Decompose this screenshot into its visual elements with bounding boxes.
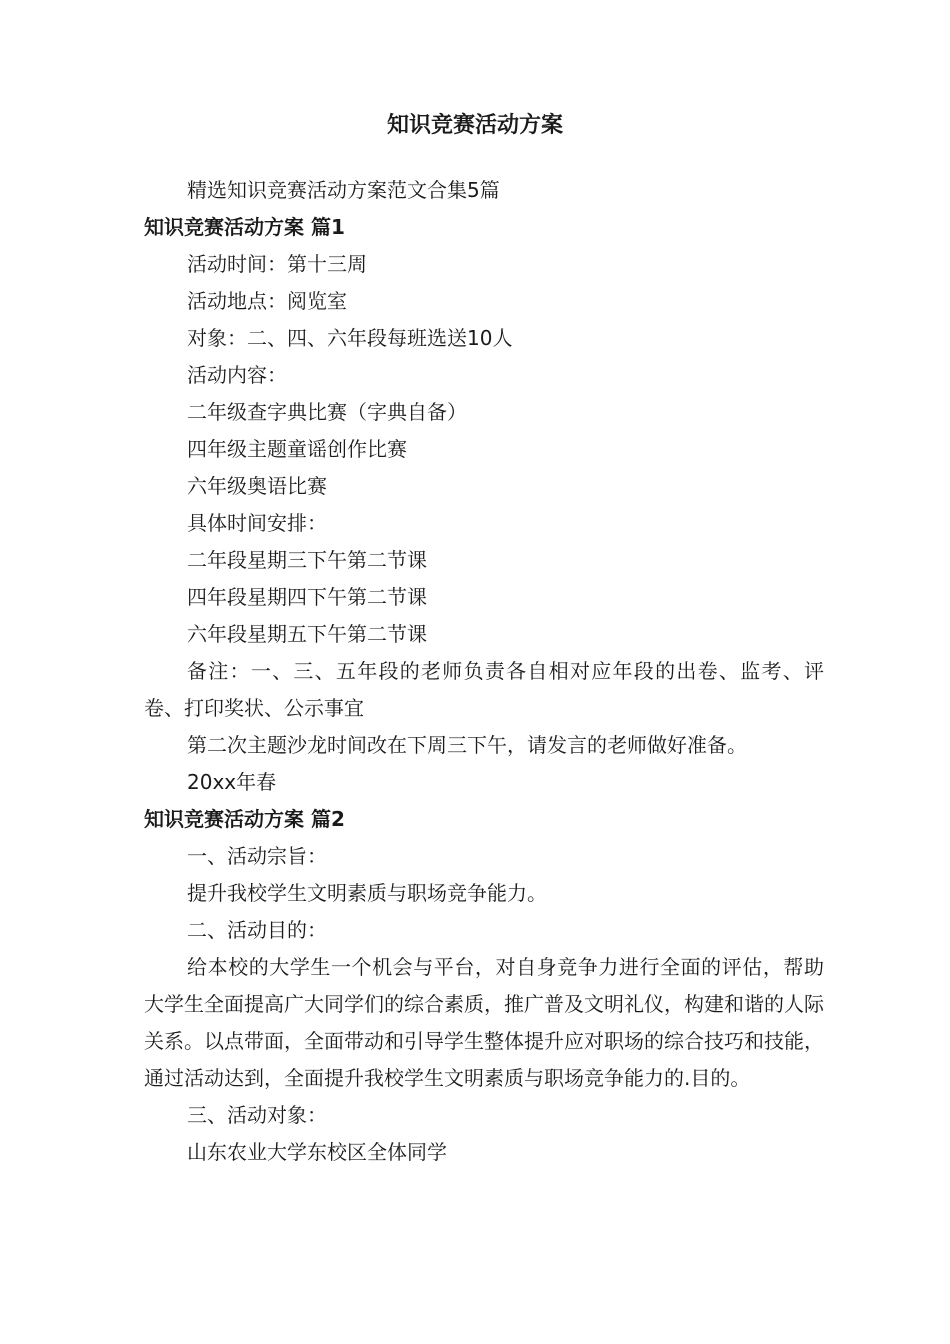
section-1-heading: 知识竞赛活动方案 篇1	[144, 215, 345, 239]
section-2-heading: 知识竞赛活动方案 篇2	[144, 807, 345, 831]
goal-paragraph: 给本校的大学生一个机会与平台，对自身竞争力进行全面的评估，帮助大学生全面提高广大同学们的综合素质，推广普及文明礼仪，构建和谐的人际关系。以点带面，全面带动和引导学生整体提升应对职场的综合技巧和技能，通过活动达到，全面提升我校学生文明素质与职场竞争能力的.目的。	[144, 955, 824, 1090]
schedule-item-1: 二年段星期三下午第二节课	[187, 548, 427, 572]
content-item-3: 六年级奥语比赛	[187, 474, 327, 498]
date-line: 20xx年春	[187, 770, 277, 794]
content-item-2: 四年级主题童谣创作比赛	[187, 437, 407, 461]
goal-label: 二、活动目的：	[187, 918, 327, 942]
content-item-1: 二年级查字典比赛（字典自备）	[187, 400, 467, 424]
document-title: 知识竞赛活动方案	[386, 113, 563, 138]
activity-place: 活动地点：阅览室	[187, 289, 347, 313]
intro-line: 精选知识竞赛活动方案范文合集5篇	[187, 178, 500, 202]
audience-label: 三、活动对象：	[187, 1103, 327, 1127]
activity-time: 活动时间：第十三周	[187, 252, 367, 276]
schedule-label: 具体时间安排：	[187, 511, 327, 535]
document-body	[144, 172, 824, 1171]
note-paragraph: 备注：一、三、五年段的老师负责各自相对应年段的出卷、监考、评卷、打印奖状、公示事宜	[144, 659, 824, 720]
schedule-item-3: 六年段星期五下午第二节课	[187, 622, 427, 646]
audience-text: 山东农业大学东校区全体同学	[187, 1140, 447, 1164]
activity-target: 对象：二、四、六年段每班选送10人	[187, 326, 513, 350]
purpose-text: 提升我校学生文明素质与职场竞争能力。	[187, 881, 547, 905]
schedule-item-2: 四年段星期四下午第二节课	[187, 585, 427, 609]
purpose-label: 一、活动宗旨：	[187, 844, 327, 868]
salon-notice: 第二次主题沙龙时间改在下周三下午，请发言的老师做好准备。	[187, 733, 747, 757]
activity-content-label: 活动内容：	[187, 363, 287, 387]
